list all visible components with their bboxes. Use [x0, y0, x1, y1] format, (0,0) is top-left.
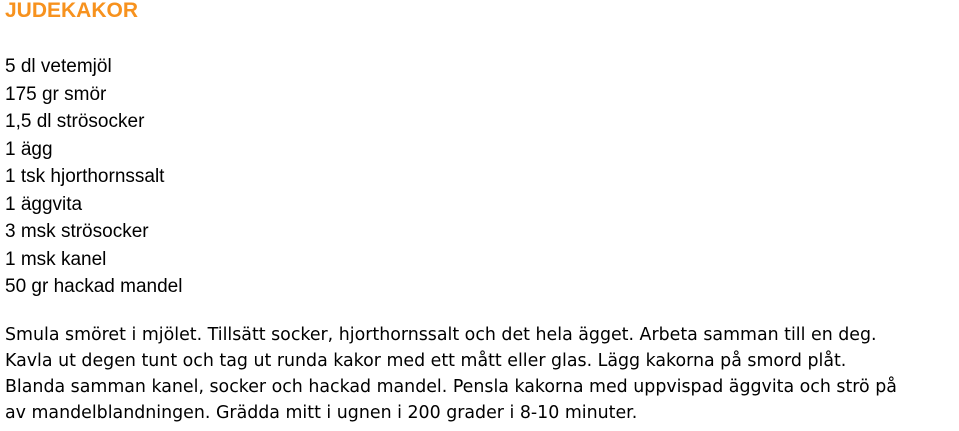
instruction-line: Kavla ut degen tunt och tag ut runda kakor med ett mått eller glas. Lägg kakorna på smord plåt. — [5, 351, 847, 371]
ingredient-item: 1 tsk hjorthornssalt — [5, 166, 165, 187]
instructions-paragraph — [5, 322, 957, 426]
instruction-line: Smula smöret i mjölet. Tillsätt socker, hjorthornssalt och det hela ägget. Arbeta samman till en deg. — [5, 325, 877, 345]
ingredient-item: 3 msk strösocker — [5, 221, 149, 242]
recipe-title: JUDEKAKOR — [5, 0, 139, 22]
ingredient-item: 5 dl vetemjöl — [5, 56, 112, 77]
instruction-line: Blanda samman kanel, socker och hackad mandel. Pensla kakorna med uppvispad äggvita och strö på — [5, 377, 897, 397]
ingredient-item: 50 gr hackad mandel — [5, 276, 183, 297]
ingredient-item: 175 gr smör — [5, 83, 107, 105]
ingredient-list — [5, 53, 182, 301]
ingredient-item: 1 äggvita — [5, 193, 83, 215]
ingredient-item: 1,5 dl strösocker — [5, 111, 145, 132]
ingredient-item: 1 ägg — [5, 138, 53, 160]
ingredient-item: 1 msk kanel — [5, 248, 107, 270]
instruction-line: av mandelblandningen. Grädda mitt i ugnen i 200 grader i 8-10 minuter. — [5, 403, 638, 423]
